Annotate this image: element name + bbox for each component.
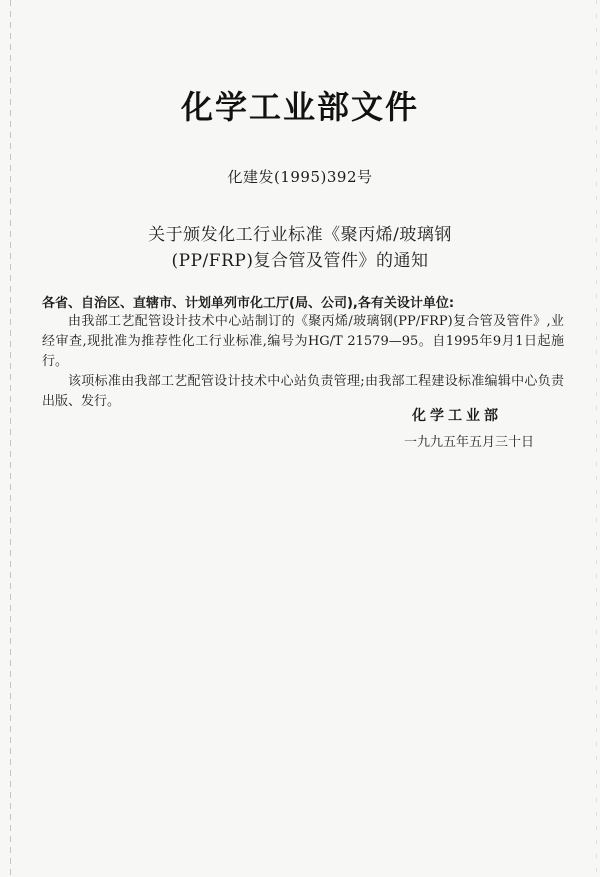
notice-body bbox=[42, 312, 564, 412]
signature-organization: 化学工业部 bbox=[412, 408, 502, 424]
notice-title-line-1: 关于颁发化工行业标准《聚丙烯/玻璃钢 bbox=[148, 225, 452, 245]
body-paragraph-1: 由我部工艺配管设计技术中心站制订的《聚丙烯/玻璃钢(PP/FRP)复合管及管件》,业经审查,现批准为推荐性化工行业标准,编号为HG/T 21579—95。自1995年9月1日起施行。 bbox=[42, 314, 564, 369]
scan-edge-right bbox=[596, 0, 597, 877]
signature-date: 一九九五年五月三十日 bbox=[404, 435, 535, 450]
signature-block bbox=[404, 405, 564, 450]
document-number: 化建发(1995)392号 bbox=[227, 168, 373, 186]
addressee-line: 各省、自治区、直辖市、计划单列市化工厅(局、公司),各有关设计单位: bbox=[42, 296, 455, 311]
document-header-title: 化学工业部文件 bbox=[180, 88, 419, 126]
body-paragraph-2: 该项标准由我部工艺配管设计技术中心站负责管理;由我部工程建设标准编辑中心负责出版、发行。 bbox=[42, 374, 564, 409]
notice-title bbox=[0, 222, 600, 274]
scan-edge-left bbox=[10, 0, 11, 877]
notice-title-line-2: (PP/FRP)复合管及管件》的通知 bbox=[171, 251, 429, 271]
